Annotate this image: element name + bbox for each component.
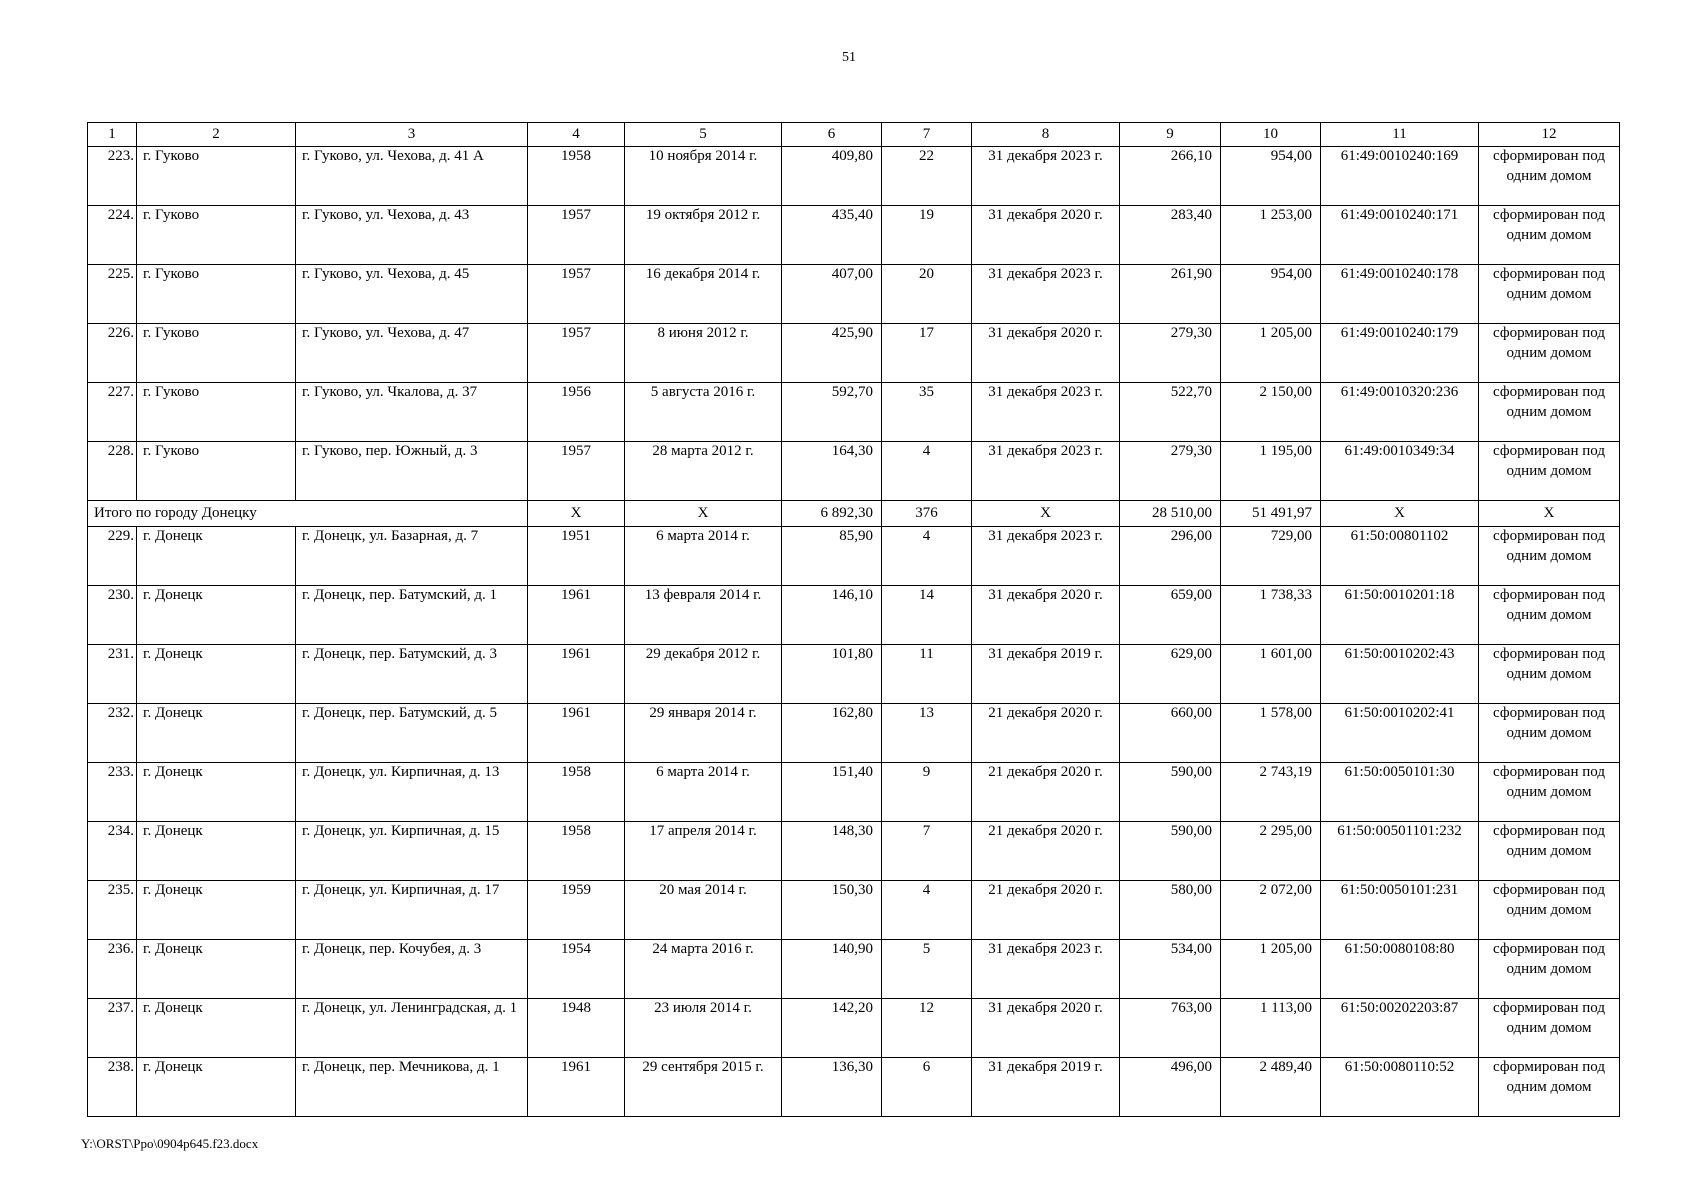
city-cell: г. Донецк [137,822,296,881]
address-cell: г. Донецк, ул. Кирпичная, д. 13 [296,763,528,822]
table-row [88,763,1620,822]
address-cell: г. Донецк, ул. Кирпичная, д. 15 [296,822,528,881]
value-cell: 279,30 [1120,442,1221,501]
value-cell: 763,00 [1120,999,1221,1058]
area-cell: 435,40 [782,206,882,265]
value-cell: 279,30 [1120,324,1221,383]
city-cell: г. Донецк [137,999,296,1058]
cadastral-number-cell: 61:49:0010349:34 [1321,442,1479,501]
date-cell: Х [625,501,782,527]
year-cell: 1951 [528,527,625,586]
cadastral-number-cell: 61:50:00801102 [1321,527,1479,586]
value-cell: 1 113,00 [1221,999,1321,1058]
status-cell: сформирован под одним домом [1479,881,1620,940]
deadline-cell: 31 декабря 2019 г. [972,645,1120,704]
residents-cell: 6 [882,1058,972,1117]
deadline-cell: 31 декабря 2020 г. [972,586,1120,645]
value-cell: 580,00 [1120,881,1221,940]
status-cell: сформирован под одним домом [1479,999,1620,1058]
date-cell: 29 января 2014 г. [625,704,782,763]
value-cell: 2 072,00 [1221,881,1321,940]
area-cell: 140,90 [782,940,882,999]
city-cell: г. Донецк [137,763,296,822]
deadline-cell: 31 декабря 2023 г. [972,527,1120,586]
residents-cell: 17 [882,324,972,383]
area-cell: 148,30 [782,822,882,881]
value-cell: 1 205,00 [1221,324,1321,383]
year-cell: 1956 [528,383,625,442]
cadastral-number-cell: 61:50:0050101:30 [1321,763,1479,822]
status-cell: сформирован под одним домом [1479,527,1620,586]
city-cell: г. Гуково [137,324,296,383]
city-cell: г. Донецк [137,1058,296,1117]
table-row [88,324,1620,383]
date-cell: 6 марта 2014 г. [625,527,782,586]
address-cell: г. Гуково, ул. Чехова, д. 43 [296,206,528,265]
column-header: 12 [1479,123,1620,147]
value-cell: 2 295,00 [1221,822,1321,881]
residents-cell: 5 [882,940,972,999]
value-cell: 2 743,19 [1221,763,1321,822]
cadastral-number-cell: 61:50:00202203:87 [1321,999,1479,1058]
area-cell: 6 892,30 [782,501,882,527]
value-cell: 729,00 [1221,527,1321,586]
area-cell: 151,40 [782,763,882,822]
column-header: 10 [1221,123,1321,147]
table-row [88,881,1620,940]
date-cell: 19 октября 2012 г. [625,206,782,265]
year-cell: 1957 [528,206,625,265]
year-cell: 1954 [528,940,625,999]
city-cell: г. Донецк [137,586,296,645]
row-number: 236. [88,940,137,999]
page-number: 51 [842,50,856,65]
residents-cell: 20 [882,265,972,324]
address-cell: г. Донецк, пер. Батумский, д. 3 [296,645,528,704]
cadastral-number-cell: 61:50:0080110:52 [1321,1058,1479,1117]
cadastral-number-cell: 61:50:0050101:231 [1321,881,1479,940]
value-cell: 1 578,00 [1221,704,1321,763]
column-header: 9 [1120,123,1221,147]
year-cell: 1959 [528,881,625,940]
table-row [88,442,1620,501]
table-row [88,822,1620,881]
status-cell: сформирован под одним домом [1479,763,1620,822]
residents-cell: 35 [882,383,972,442]
address-cell: г. Донецк, ул. Базарная, д. 7 [296,527,528,586]
deadline-cell: 21 декабря 2020 г. [972,822,1120,881]
value-cell: 629,00 [1120,645,1221,704]
status-cell: сформирован под одним домом [1479,265,1620,324]
status-cell: сформирован под одним домом [1479,442,1620,501]
row-number: 231. [88,645,137,704]
area-cell: 407,00 [782,265,882,324]
year-cell: 1961 [528,704,625,763]
cadastral-number-cell: 61:49:0010320:236 [1321,383,1479,442]
value-cell: 659,00 [1120,586,1221,645]
city-cell: г. Донецк [137,940,296,999]
row-number: 230. [88,586,137,645]
year-cell: 1958 [528,763,625,822]
residents-cell: 11 [882,645,972,704]
value-cell: 522,70 [1120,383,1221,442]
row-number: 227. [88,383,137,442]
address-cell: г. Гуково, ул. Чехова, д. 45 [296,265,528,324]
value-cell: 660,00 [1120,704,1221,763]
footer-file-path: Y:\ORST\Ppo\0904p645.f23.docx [81,1136,259,1151]
date-cell: 13 февраля 2014 г. [625,586,782,645]
cadastral-number-cell: 61:50:0080108:80 [1321,940,1479,999]
date-cell: 17 апреля 2014 г. [625,822,782,881]
deadline-cell: 31 декабря 2019 г. [972,1058,1120,1117]
area-cell: 164,30 [782,442,882,501]
area-cell: 150,30 [782,881,882,940]
date-cell: 29 декабря 2012 г. [625,645,782,704]
date-cell: 16 декабря 2014 г. [625,265,782,324]
city-cell: г. Гуково [137,206,296,265]
address-cell: г. Донецк, пер. Батумский, д. 5 [296,704,528,763]
value-cell: 296,00 [1120,527,1221,586]
residents-cell: 12 [882,999,972,1058]
area-cell: 136,30 [782,1058,882,1117]
deadline-cell: 31 декабря 2023 г. [972,442,1120,501]
status-cell: сформирован под одним домом [1479,940,1620,999]
residents-cell: 4 [882,881,972,940]
address-cell: г. Гуково, ул. Чехова, д. 41 А [296,147,528,206]
cadastral-number-cell: 61:49:0010240:171 [1321,206,1479,265]
date-cell: 5 августа 2016 г. [625,383,782,442]
area-cell: 142,20 [782,999,882,1058]
table-body [88,123,1620,1117]
row-number: 226. [88,324,137,383]
value-cell: 590,00 [1120,822,1221,881]
residents-cell: 22 [882,147,972,206]
residents-cell: 7 [882,822,972,881]
value-cell: 1 601,00 [1221,645,1321,704]
value-cell: 2 489,40 [1221,1058,1321,1117]
city-cell: г. Донецк [137,645,296,704]
status-cell: сформирован под одним домом [1479,586,1620,645]
address-cell: г. Донецк, пер. Кочубея, д. 3 [296,940,528,999]
cadastral-number-cell: 61:49:0010240:178 [1321,265,1479,324]
value-cell: 2 150,00 [1221,383,1321,442]
value-cell: 28 510,00 [1120,501,1221,527]
table-row [88,383,1620,442]
city-cell: г. Гуково [137,383,296,442]
area-cell: 425,90 [782,324,882,383]
deadline-cell: 31 декабря 2023 г. [972,147,1120,206]
value-cell: 1 253,00 [1221,206,1321,265]
date-cell: 8 июня 2012 г. [625,324,782,383]
row-number: 229. [88,527,137,586]
year-cell: 1961 [528,586,625,645]
row-number: 225. [88,265,137,324]
status-cell: Х [1479,501,1620,527]
residents-cell: 19 [882,206,972,265]
year-cell: Х [528,501,625,527]
column-header: 11 [1321,123,1479,147]
residents-cell: 376 [882,501,972,527]
city-cell: г. Донецк [137,881,296,940]
row-number: 232. [88,704,137,763]
address-cell: г. Гуково, ул. Чкалова, д. 37 [296,383,528,442]
row-number: 223. [88,147,137,206]
table-row [88,527,1620,586]
table-row [88,940,1620,999]
cadastral-number-cell: 61:49:0010240:179 [1321,324,1479,383]
row-number: 224. [88,206,137,265]
row-number: 235. [88,881,137,940]
year-cell: 1958 [528,822,625,881]
row-number: 233. [88,763,137,822]
cadastral-number-cell: 61:50:0010202:43 [1321,645,1479,704]
value-cell: 1 195,00 [1221,442,1321,501]
status-cell: сформирован под одним домом [1479,822,1620,881]
row-number: 238. [88,1058,137,1117]
row-number: 234. [88,822,137,881]
value-cell: 590,00 [1120,763,1221,822]
date-cell: 23 июля 2014 г. [625,999,782,1058]
column-header: 7 [882,123,972,147]
deadline-cell: 31 декабря 2023 г. [972,940,1120,999]
cadastral-number-cell: Х [1321,501,1479,527]
city-cell: г. Гуково [137,147,296,206]
deadline-cell: 21 декабря 2020 г. [972,881,1120,940]
column-header: 1 [88,123,137,147]
status-cell: сформирован под одним домом [1479,704,1620,763]
cadastral-number-cell: 61:50:0010201:18 [1321,586,1479,645]
year-cell: 1948 [528,999,625,1058]
deadline-cell: 31 декабря 2020 г. [972,324,1120,383]
column-number-row [88,123,1620,147]
date-cell: 20 мая 2014 г. [625,881,782,940]
row-number: 228. [88,442,137,501]
table-row [88,265,1620,324]
cadastral-number-cell: 61:50:00501101:232 [1321,822,1479,881]
deadline-cell: Х [972,501,1120,527]
city-cell: г. Гуково [137,265,296,324]
date-cell: 28 марта 2012 г. [625,442,782,501]
value-cell: 954,00 [1221,265,1321,324]
deadline-cell: 31 декабря 2020 г. [972,206,1120,265]
city-cell: г. Донецк [137,527,296,586]
table-row [88,999,1620,1058]
date-cell: 6 марта 2014 г. [625,763,782,822]
value-cell: 534,00 [1120,940,1221,999]
deadline-cell: 21 декабря 2020 г. [972,763,1120,822]
area-cell: 409,80 [782,147,882,206]
column-header: 3 [296,123,528,147]
status-cell: сформирован под одним домом [1479,645,1620,704]
table-row [88,645,1620,704]
residents-cell: 14 [882,586,972,645]
deadline-cell: 21 декабря 2020 г. [972,704,1120,763]
value-cell: 283,40 [1120,206,1221,265]
year-cell: 1961 [528,1058,625,1117]
value-cell: 496,00 [1120,1058,1221,1117]
year-cell: 1957 [528,324,625,383]
deadline-cell: 31 декабря 2023 г. [972,383,1120,442]
address-cell: г. Донецк, ул. Кирпичная, д. 17 [296,881,528,940]
address-cell: г. Донецк, пер. Батумский, д. 1 [296,586,528,645]
table-row [88,1058,1620,1117]
value-cell: 51 491,97 [1221,501,1321,527]
deadline-cell: 31 декабря 2023 г. [972,265,1120,324]
year-cell: 1957 [528,265,625,324]
column-header: 6 [782,123,882,147]
date-cell: 10 ноября 2014 г. [625,147,782,206]
residents-cell: 13 [882,704,972,763]
value-cell: 1 205,00 [1221,940,1321,999]
housing-table [87,122,1620,1117]
address-cell: г. Донецк, ул. Ленинградская, д. 1 [296,999,528,1058]
status-cell: сформирован под одним домом [1479,147,1620,206]
row-number: 237. [88,999,137,1058]
city-cell: г. Гуково [137,442,296,501]
residents-cell: 4 [882,442,972,501]
area-cell: 101,80 [782,645,882,704]
status-cell: сформирован под одним домом [1479,324,1620,383]
table-row [88,586,1620,645]
value-cell: 954,00 [1221,147,1321,206]
column-header: 4 [528,123,625,147]
area-cell: 162,80 [782,704,882,763]
column-header: 8 [972,123,1120,147]
status-cell: сформирован под одним домом [1479,383,1620,442]
deadline-cell: 31 декабря 2020 г. [972,999,1120,1058]
cadastral-number-cell: 61:50:0010202:41 [1321,704,1479,763]
address-cell: г. Гуково, пер. Южный, д. 3 [296,442,528,501]
table-row [88,704,1620,763]
value-cell: 261,90 [1120,265,1221,324]
subtotal-label: Итого по городу Донецку [88,501,528,527]
residents-cell: 4 [882,527,972,586]
table-row [88,206,1620,265]
area-cell: 146,10 [782,586,882,645]
address-cell: г. Донецк, пер. Мечникова, д. 1 [296,1058,528,1117]
area-cell: 85,90 [782,527,882,586]
value-cell: 266,10 [1120,147,1221,206]
area-cell: 592,70 [782,383,882,442]
value-cell: 1 738,33 [1221,586,1321,645]
residents-cell: 9 [882,763,972,822]
year-cell: 1958 [528,147,625,206]
date-cell: 24 марта 2016 г. [625,940,782,999]
date-cell: 29 сентября 2015 г. [625,1058,782,1117]
city-cell: г. Донецк [137,704,296,763]
year-cell: 1961 [528,645,625,704]
status-cell: сформирован под одним домом [1479,1058,1620,1117]
cadastral-number-cell: 61:49:0010240:169 [1321,147,1479,206]
table-row [88,147,1620,206]
subtotal-row [88,501,1620,527]
status-cell: сформирован под одним домом [1479,206,1620,265]
column-header: 5 [625,123,782,147]
column-header: 2 [137,123,296,147]
year-cell: 1957 [528,442,625,501]
address-cell: г. Гуково, ул. Чехова, д. 47 [296,324,528,383]
